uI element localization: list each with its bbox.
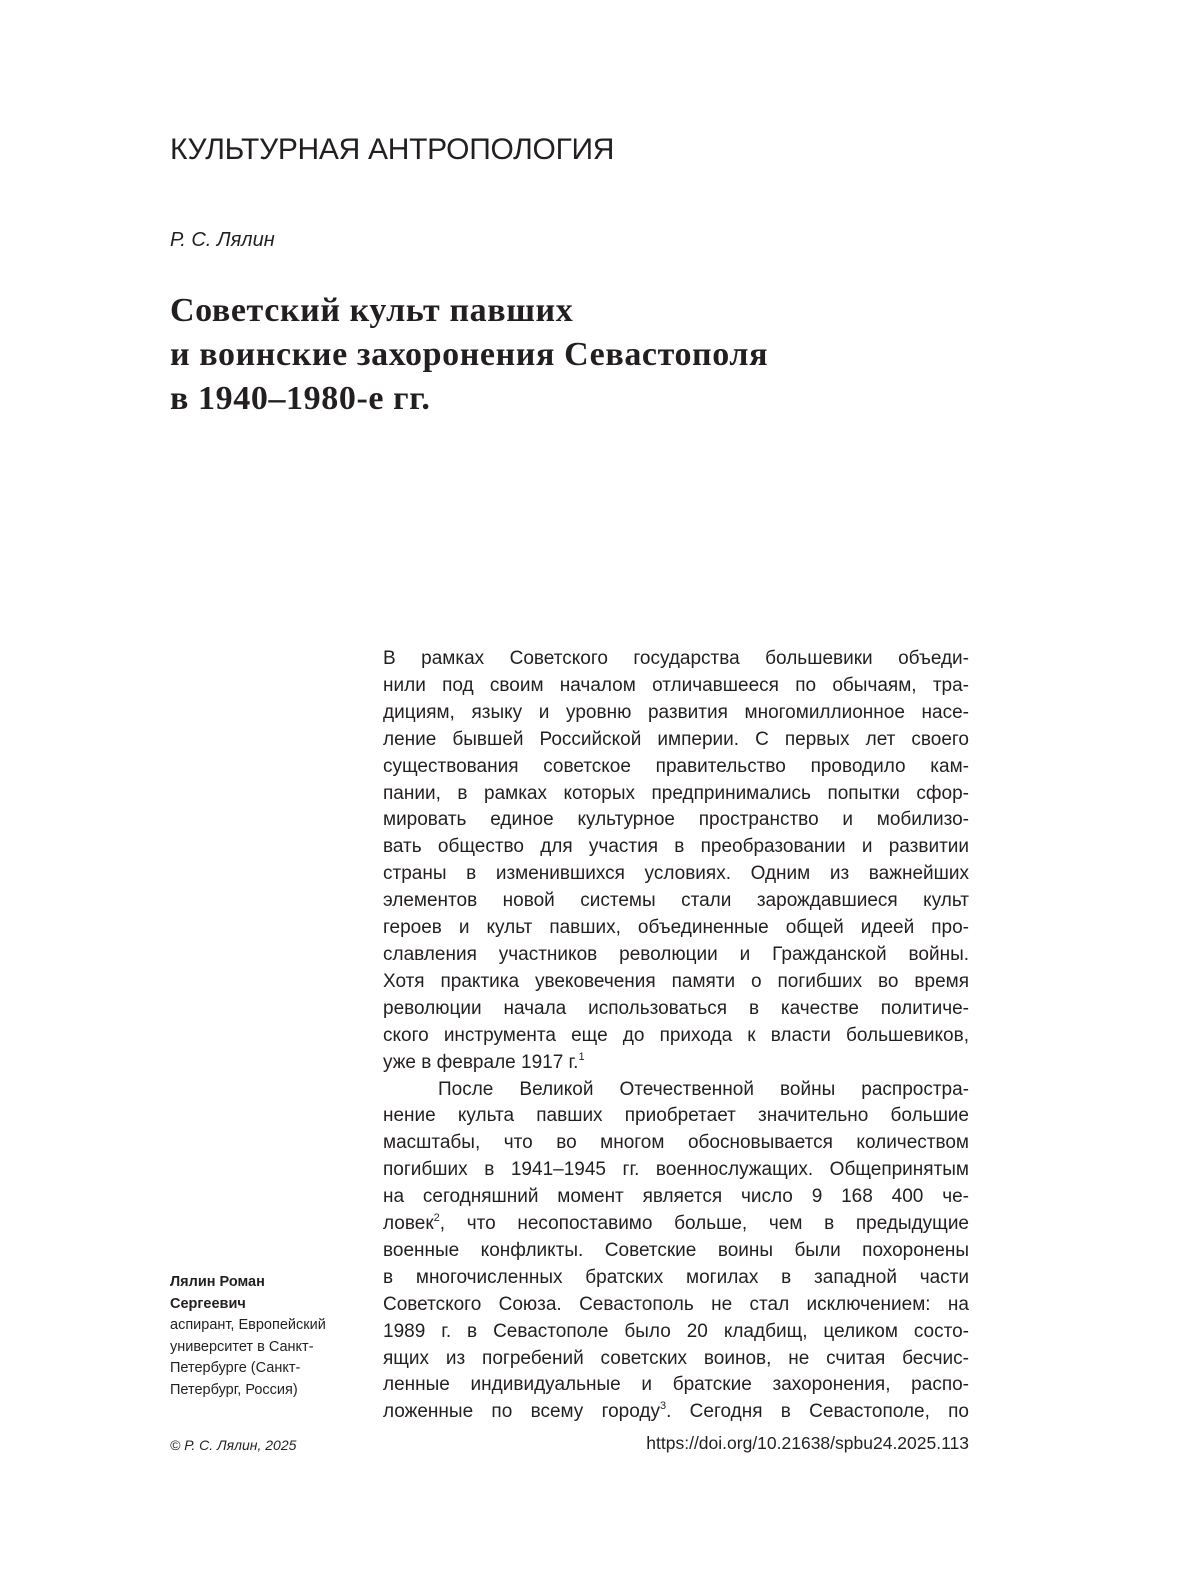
footnote-ref[interactable]: 1 (578, 1050, 585, 1063)
article-author: Р. С. Лялин (170, 229, 275, 251)
body-line: Хотя практика увековечения памяти о погибших во время (383, 970, 969, 992)
footnote-ref[interactable]: 3 (659, 1400, 667, 1413)
section-heading: КУЛЬТУРНАЯ АНТРОПОЛОГИЯ (170, 133, 615, 166)
title-line: и воинские захоронения Севастополя (170, 336, 769, 373)
body-line: В рамках Советского государства большевики объеди- (383, 648, 969, 669)
body-line: военные конфликты. Советские воины были похоронены (383, 1239, 969, 1261)
bio-affiliation: университет в Санкт- (170, 1338, 314, 1355)
body-line (383, 1050, 969, 1077)
body-line: нение культа павших приобретает значительно большие (383, 1105, 969, 1127)
body-line: мировать единое культурное пространство и мобилизо- (383, 809, 969, 831)
body-line: ленные индивидуальные и братские захоронения, распо- (383, 1374, 969, 1396)
body-line: на сегодняшний момент является число 9 168 400 че- (383, 1186, 969, 1208)
body-line: После Великой Отечественной войны распростра- (438, 1078, 969, 1100)
body-line: погибших в 1941–1945 гг. военнослужащих. Общепринятым (383, 1159, 969, 1181)
body-line: в многочисленных братских могилах в западной части (383, 1266, 969, 1288)
body-line: ление бывшей Российской империи. С первых лет своего (383, 728, 969, 750)
body-line: ского инструмента еще до прихода к власти большевиков, (383, 1024, 969, 1046)
body-line: революции начала использоваться в качестве политиче- (383, 997, 969, 1019)
body-line: элементов новой системы стали зарождавшиеся культ (383, 890, 969, 912)
body-line: вать общество для участия в преобразовании и развитии (383, 836, 969, 858)
bio-affiliation: аспирант, Европейский (170, 1317, 326, 1333)
body-text: . Сегодня в Севастополе, по (666, 1401, 969, 1423)
body-line: Советского Союза. Севастополь не стал исключением: на (383, 1293, 969, 1315)
bio-name: Лялин Роман (170, 1274, 265, 1290)
title-line: Советский культ павших (170, 292, 574, 329)
title-line: в 1940–1980-е гг. (170, 380, 431, 417)
body-line: ящих из погребений советских воинов, не считая бесчис- (383, 1347, 969, 1369)
body-text: ложенные по всему городу (383, 1401, 660, 1423)
body-line: существования советское правительство проводило кам- (383, 755, 969, 777)
body-line: славления участников революции и Гражданской войны. (383, 943, 969, 965)
body-text: уже в феврале 1917 г. (383, 1051, 579, 1073)
article-title (170, 289, 768, 421)
bio-affiliation: Петербург, Россия) (170, 1381, 298, 1398)
bio-name: Сергеевич (170, 1295, 246, 1312)
body-line: дициям, языку и уровню развития многомиллионное насе- (383, 701, 969, 723)
body-line: героев и культ павших, объединенные общей идеей про- (383, 917, 969, 939)
body-line: масштабы, что во многом обосновывается количеством (383, 1132, 969, 1154)
bio-affiliation: Петербурге (Санкт- (170, 1360, 301, 1376)
body-line: страны в изменившихся условиях. Одним из важнейших (383, 863, 969, 885)
body-line: 1989 г. в Севастополе было 20 кладбищ, целиком состо- (383, 1320, 969, 1342)
body-line: пании, в рамках которых предпринимались попытки сфор- (383, 782, 969, 804)
copyright: © Р. С. Лялин, 2025 (170, 1437, 297, 1453)
body-text: , что несопоставимо больше, чем в предыдущие (439, 1213, 969, 1235)
body-line: нили под своим началом отличавшееся по обычаям, тра- (383, 674, 969, 696)
body-text: ловек (383, 1213, 434, 1235)
article-body (383, 646, 969, 1426)
footnote-ref[interactable]: 2 (433, 1212, 440, 1225)
body-line (383, 1211, 969, 1238)
doi-link[interactable]: https://doi.org/10.21638/spbu24.2025.113 (646, 1433, 969, 1453)
body-line (383, 1399, 969, 1426)
author-bio (170, 1272, 370, 1401)
